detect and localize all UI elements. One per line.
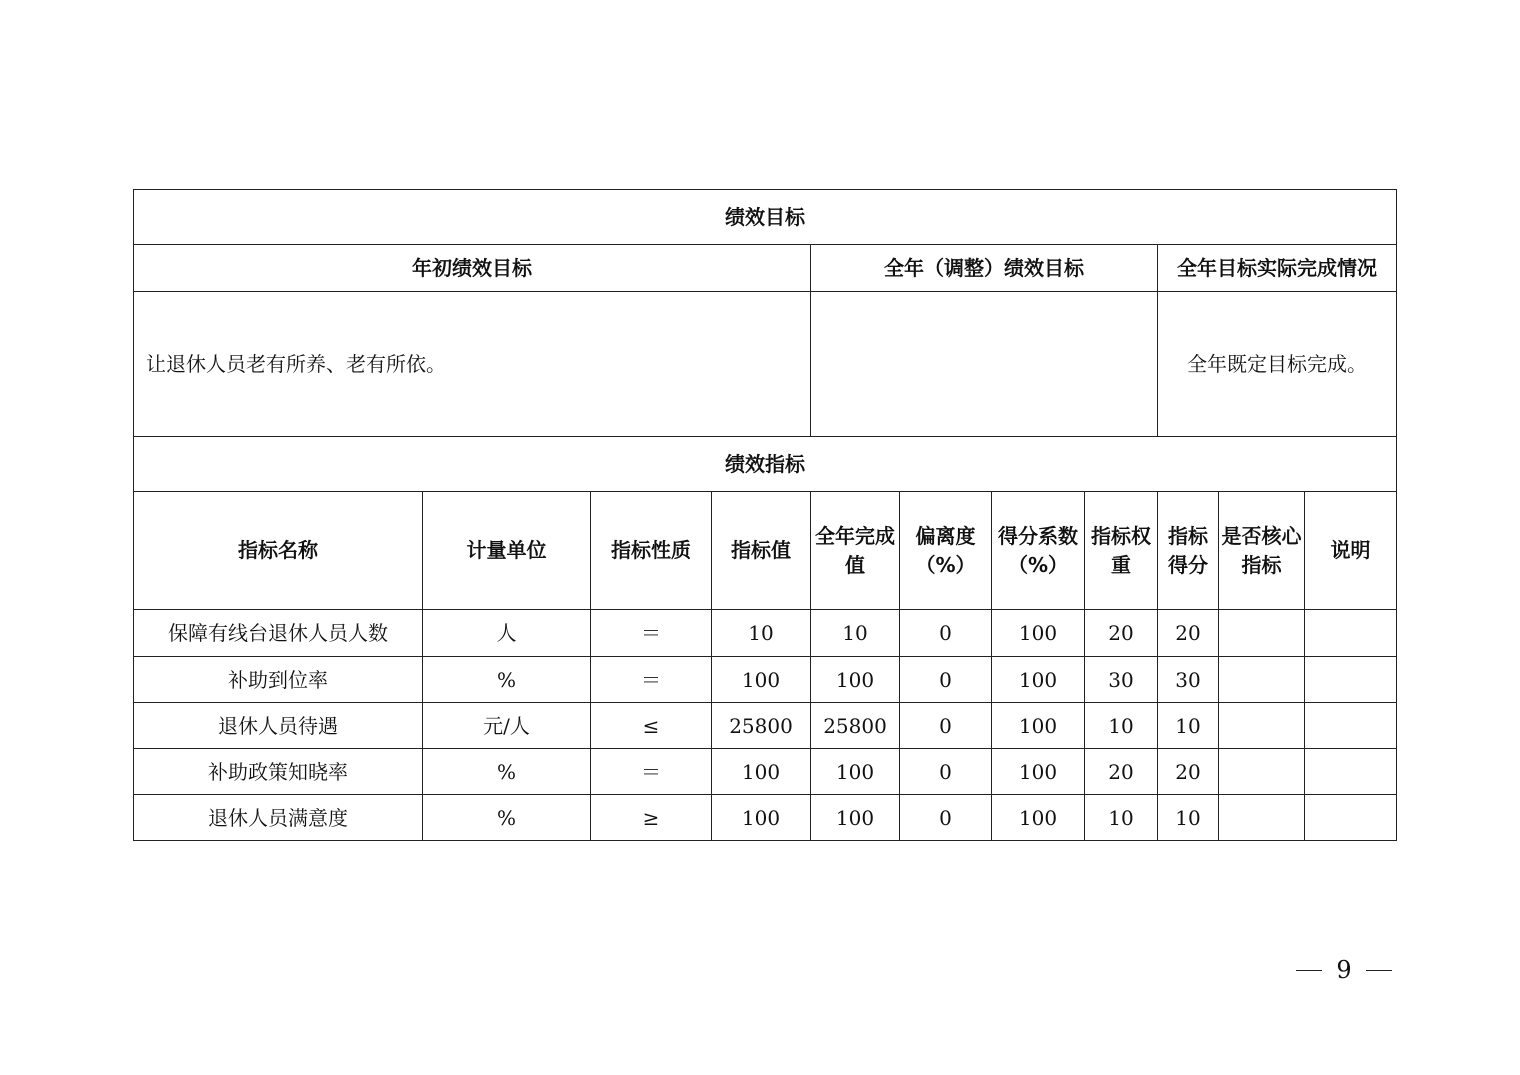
core-indicator-cell [1219,657,1305,703]
indicator-name-cell: 补助到位率 [134,657,423,703]
column-header-target-value: 指标值 [712,492,811,610]
score-coefficient-cell: 100 [992,703,1085,749]
indicator-name-cell: 补助政策知晓率 [134,749,423,795]
score-coefficient-cell: 100 [992,795,1085,841]
table-row [134,657,1397,703]
target-value-cell: 100 [712,795,811,841]
deviation-cell: 0 [900,795,992,841]
nature-cell: ≥ [591,795,712,841]
page-number [1296,953,1392,987]
column-header-core-indicator: 是否核心指标 [1219,492,1305,610]
annual-value-cell: 10 [811,610,900,657]
weight-cell: 10 [1085,703,1158,749]
core-indicator-cell [1219,703,1305,749]
indicator-name-cell: 退休人员待遇 [134,703,423,749]
annual-value-cell: 100 [811,749,900,795]
unit-cell: 元/人 [423,703,591,749]
target-value-cell: 100 [712,749,811,795]
column-header-indicator-name: 指标名称 [134,492,423,610]
deviation-cell: 0 [900,610,992,657]
table-row [134,795,1397,841]
nature-cell: ＝ [591,610,712,657]
weight-cell: 20 [1085,749,1158,795]
table-row [134,703,1397,749]
core-indicator-cell [1219,795,1305,841]
core-indicator-cell [1219,749,1305,795]
column-header-deviation: 偏离度（%） [900,492,992,610]
notes-cell [1305,610,1397,657]
indicators-section-title: 绩效指标 [134,437,1397,492]
indicator-name-cell: 退休人员满意度 [134,795,423,841]
notes-cell [1305,749,1397,795]
core-indicator-cell [1219,610,1305,657]
notes-cell [1305,657,1397,703]
performance-table [133,189,1397,841]
annual-value-cell: 25800 [811,703,900,749]
score-coefficient-cell: 100 [992,749,1085,795]
right-dash [1366,970,1392,971]
unit-cell: % [423,657,591,703]
completion-text: 全年既定目标完成。 [1158,292,1397,437]
weight-cell: 20 [1085,610,1158,657]
score-coefficient-cell: 100 [992,610,1085,657]
deviation-cell: 0 [900,703,992,749]
notes-cell [1305,795,1397,841]
table-row [134,749,1397,795]
goals-section-title: 绩效目标 [134,190,1397,245]
column-header-unit: 计量单位 [423,492,591,610]
target-value-cell: 25800 [712,703,811,749]
page-number-value: 9 [1336,956,1352,984]
column-header-nature: 指标性质 [591,492,712,610]
unit-cell: % [423,749,591,795]
nature-cell: ＝ [591,657,712,703]
score-cell: 10 [1158,703,1219,749]
target-value-cell: 10 [712,610,811,657]
score-coefficient-cell: 100 [992,657,1085,703]
score-cell: 20 [1158,610,1219,657]
target-value-cell: 100 [712,657,811,703]
column-header-score-coefficient: 得分系数（%） [992,492,1085,610]
weight-cell: 30 [1085,657,1158,703]
unit-cell: % [423,795,591,841]
column-header-score: 指标得分 [1158,492,1219,610]
indicator-name-cell: 保障有线台退休人员人数 [134,610,423,657]
column-header-weight: 指标权重 [1085,492,1158,610]
initial-goal-header: 年初绩效目标 [134,245,811,292]
unit-cell: 人 [423,610,591,657]
deviation-cell: 0 [900,657,992,703]
adjusted-goal-header: 全年（调整）绩效目标 [811,245,1158,292]
notes-cell [1305,703,1397,749]
deviation-cell: 0 [900,749,992,795]
adjusted-goal-text [811,292,1158,437]
column-header-notes: 说明 [1305,492,1397,610]
score-cell: 20 [1158,749,1219,795]
score-cell: 10 [1158,795,1219,841]
column-header-annual-value: 全年完成值 [811,492,900,610]
table-row [134,610,1397,657]
nature-cell: ≤ [591,703,712,749]
annual-value-cell: 100 [811,795,900,841]
weight-cell: 10 [1085,795,1158,841]
annual-value-cell: 100 [811,657,900,703]
score-cell: 30 [1158,657,1219,703]
completion-header: 全年目标实际完成情况 [1158,245,1397,292]
nature-cell: ＝ [591,749,712,795]
left-dash [1296,970,1322,971]
initial-goal-text: 让退休人员老有所养、老有所依。 [134,292,811,437]
